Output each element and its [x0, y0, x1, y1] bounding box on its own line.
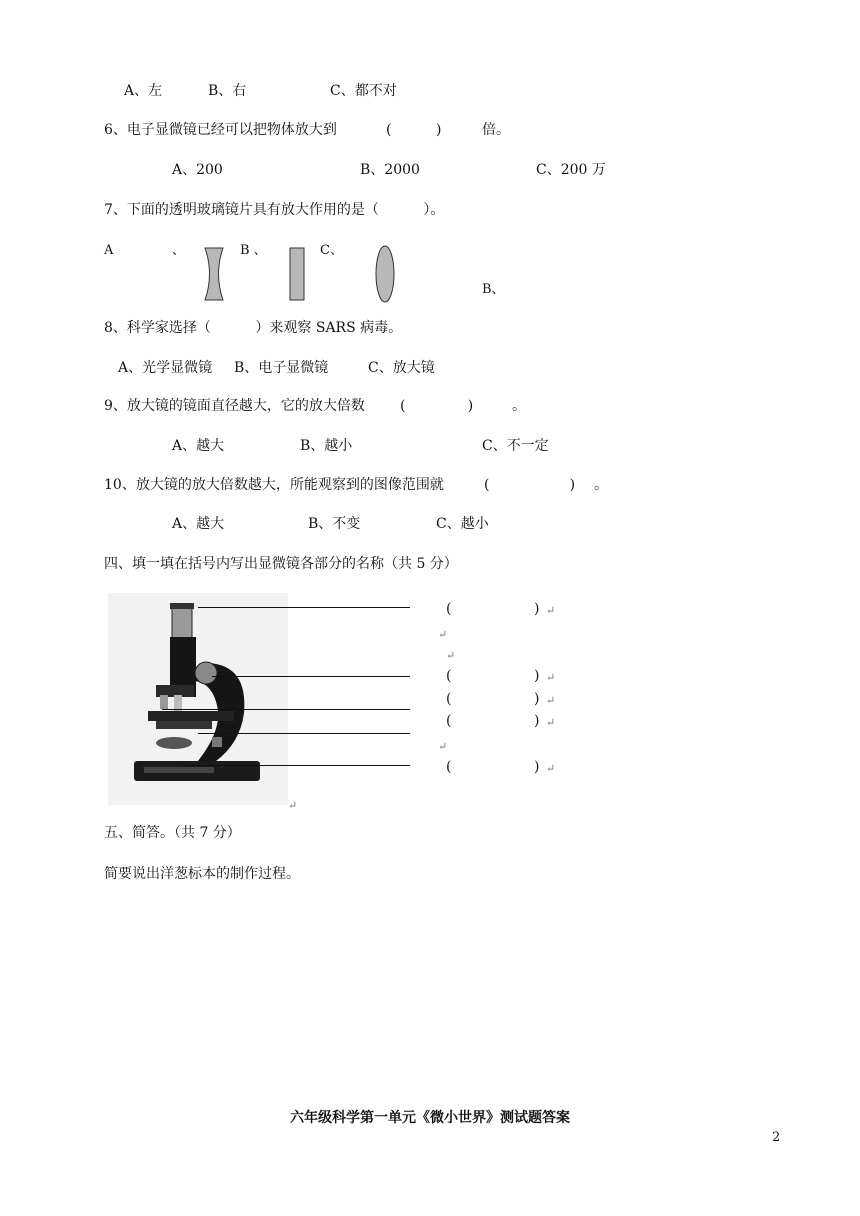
q7-label-c: C、	[320, 243, 343, 258]
q5-option-a: A、左	[124, 83, 163, 99]
return-mark: ↵	[546, 716, 556, 729]
convex-lens-icon	[374, 244, 396, 304]
q10-option-c: C、越小	[436, 516, 489, 532]
q10-stem: 10、放大镜的放大倍数越大，所能观察到的图像范围就	[104, 477, 444, 493]
return-mark: ↵	[438, 740, 448, 753]
blank2-left-paren: (	[446, 668, 452, 684]
blank2-right-paren: )	[534, 668, 540, 684]
q8-stem: 8、科学家选择（ ）来观察 SARS 病毒。	[104, 320, 403, 336]
page-number: 2	[772, 1130, 781, 1145]
section5-title: 五、简答。（共 7 分）	[104, 825, 241, 841]
q9-blank: ( )	[400, 398, 474, 414]
q10-option-b: B、不变	[308, 516, 361, 532]
return-mark: ↵	[546, 762, 556, 775]
q7-sep-a: 、	[172, 243, 186, 258]
q5-option-c: C、都不对	[330, 83, 397, 99]
pointer-line-mirror	[182, 765, 410, 766]
q9-option-b: B、越小	[300, 438, 353, 454]
q8-option-a: A、光学显微镜	[118, 360, 213, 376]
q8-option-c: C、放大镜	[368, 360, 435, 376]
microscope-icon	[108, 593, 288, 805]
blank5-left-paren: (	[446, 759, 452, 775]
q6-tail: 倍。	[482, 122, 510, 138]
q10-blank: ( )	[484, 477, 576, 493]
return-mark: ↵	[288, 799, 298, 812]
pointer-line-objective	[162, 709, 410, 710]
section4-title: 四、填一填在括号内写出显微镜各部分的名称（共 5 分）	[104, 556, 458, 572]
q10-tail: 。	[594, 477, 608, 493]
q6-option-a: A、200	[172, 162, 223, 178]
pointer-line-eyepiece	[198, 607, 410, 608]
concave-lens-icon	[202, 246, 226, 302]
return-mark: ↵	[438, 628, 448, 641]
q6-blank: ( )	[386, 122, 442, 138]
return-mark: ↵	[546, 671, 556, 684]
q7-stem: 7、下面的透明玻璃镜片具有放大作用的是（ ）。	[104, 202, 445, 218]
blank5-right-paren: )	[534, 759, 540, 775]
blank4-left-paren: (	[446, 713, 452, 729]
blank3-left-paren: (	[446, 691, 452, 707]
q6-option-b: B、2000	[360, 162, 420, 178]
return-mark: ↵	[546, 694, 556, 707]
q7-label-b: B 、	[240, 243, 267, 258]
q7-answer-hint: B、	[482, 282, 505, 297]
blank1-right-paren: )	[534, 601, 540, 617]
return-mark: ↵	[546, 604, 556, 617]
q10-option-a: A、越大	[172, 516, 225, 532]
section5-question: 简要说出洋葱标本的制作过程。	[104, 866, 300, 882]
q9-option-a: A、越大	[172, 438, 225, 454]
q8-option-b: B、电子显微镜	[234, 360, 329, 376]
pointer-line-stage	[198, 733, 410, 734]
return-mark: ↵	[446, 649, 456, 662]
q7-label-a: A	[104, 243, 114, 258]
blank1-left-paren: (	[446, 601, 452, 617]
flat-glass-icon	[288, 246, 306, 302]
microscope-image	[108, 593, 288, 805]
pointer-line-coarse-knob	[212, 676, 410, 677]
blank4-right-paren: )	[534, 713, 540, 729]
q9-stem: 9、放大镜的镜面直径越大，它的放大倍数	[104, 398, 365, 414]
q6-stem: 6、电子显微镜已经可以把物体放大到	[104, 122, 337, 138]
q6-option-c: C、200 万	[536, 162, 606, 178]
q5-option-b: B、右	[208, 83, 247, 99]
q9-option-c: C、不一定	[482, 438, 549, 454]
q9-tail: 。	[512, 398, 526, 414]
blank3-right-paren: )	[534, 691, 540, 707]
answer-key-title: 六年级科学第一单元《微小世界》测试题答案	[290, 1110, 570, 1126]
